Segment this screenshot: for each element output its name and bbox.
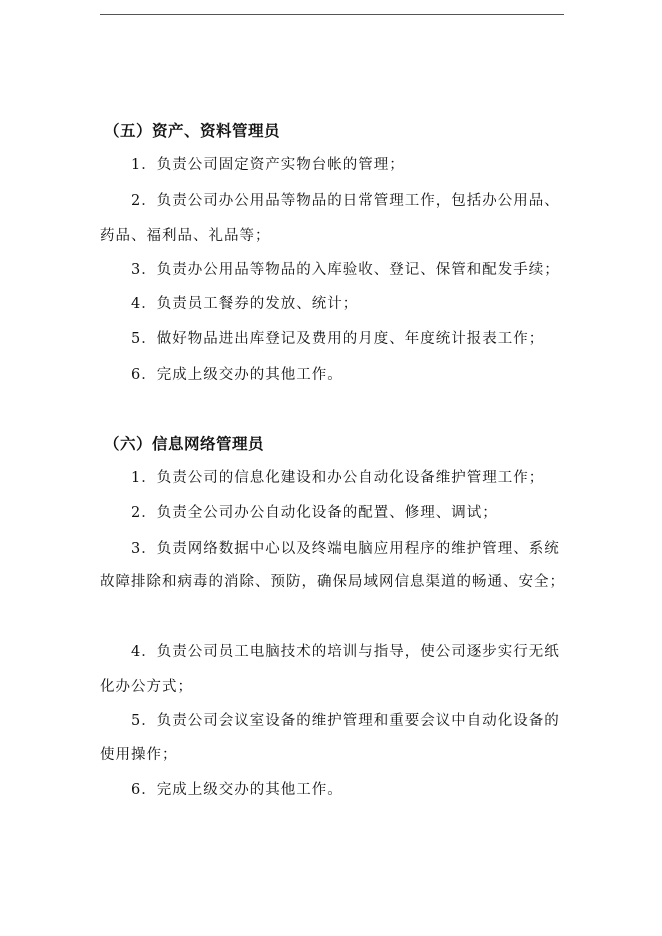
duty-item: 1．负责公司固定资产实物台帐的管理； xyxy=(131,157,405,173)
duty-item: 6．完成上级交办的其他工作。 xyxy=(131,367,343,383)
duty-item-continuation: 使用操作； xyxy=(100,747,178,763)
duty-item: 3．负责办公用品等物品的入库验收、登记、保管和配发手续； xyxy=(131,262,560,278)
duty-item: 5．做好物品进出库登记及费用的月度、年度统计报表工作； xyxy=(131,331,545,347)
duty-item: 6．完成上级交办的其他工作。 xyxy=(131,782,343,798)
duty-item: 2．负责公司办公用品等物品的日常管理工作，包括办公用品、 xyxy=(131,193,560,209)
duty-item: 2．负责全公司办公自动化设备的配置、修理、调试； xyxy=(131,505,498,521)
duty-item-continuation: 药品、福利品、礼品等； xyxy=(100,228,271,244)
duty-item-continuation: 故障排除和病毒的消除、预防，确保局域网信息渠道的畅通、安全； xyxy=(100,574,565,590)
header-rule xyxy=(100,14,564,15)
duty-item: 4．负责公司员工电脑技术的培训与指导，使公司逐步实行无纸 xyxy=(131,644,560,660)
section-heading: （六）信息网络管理员 xyxy=(104,434,265,453)
duty-item-continuation: 化办公方式； xyxy=(100,679,193,695)
section-heading: （五）资产、资料管理员 xyxy=(104,121,281,140)
duty-item: 4．负责员工餐券的发放、统计； xyxy=(131,296,359,312)
duty-item: 1．负责公司的信息化建设和办公自动化设备维护管理工作； xyxy=(131,470,545,486)
duty-item: 3．负责网络数据中心以及终端电脑应用程序的维护管理、系统 xyxy=(131,541,560,557)
duty-item: 5．负责公司会议室设备的维护管理和重要会议中自动化设备的 xyxy=(131,713,560,729)
